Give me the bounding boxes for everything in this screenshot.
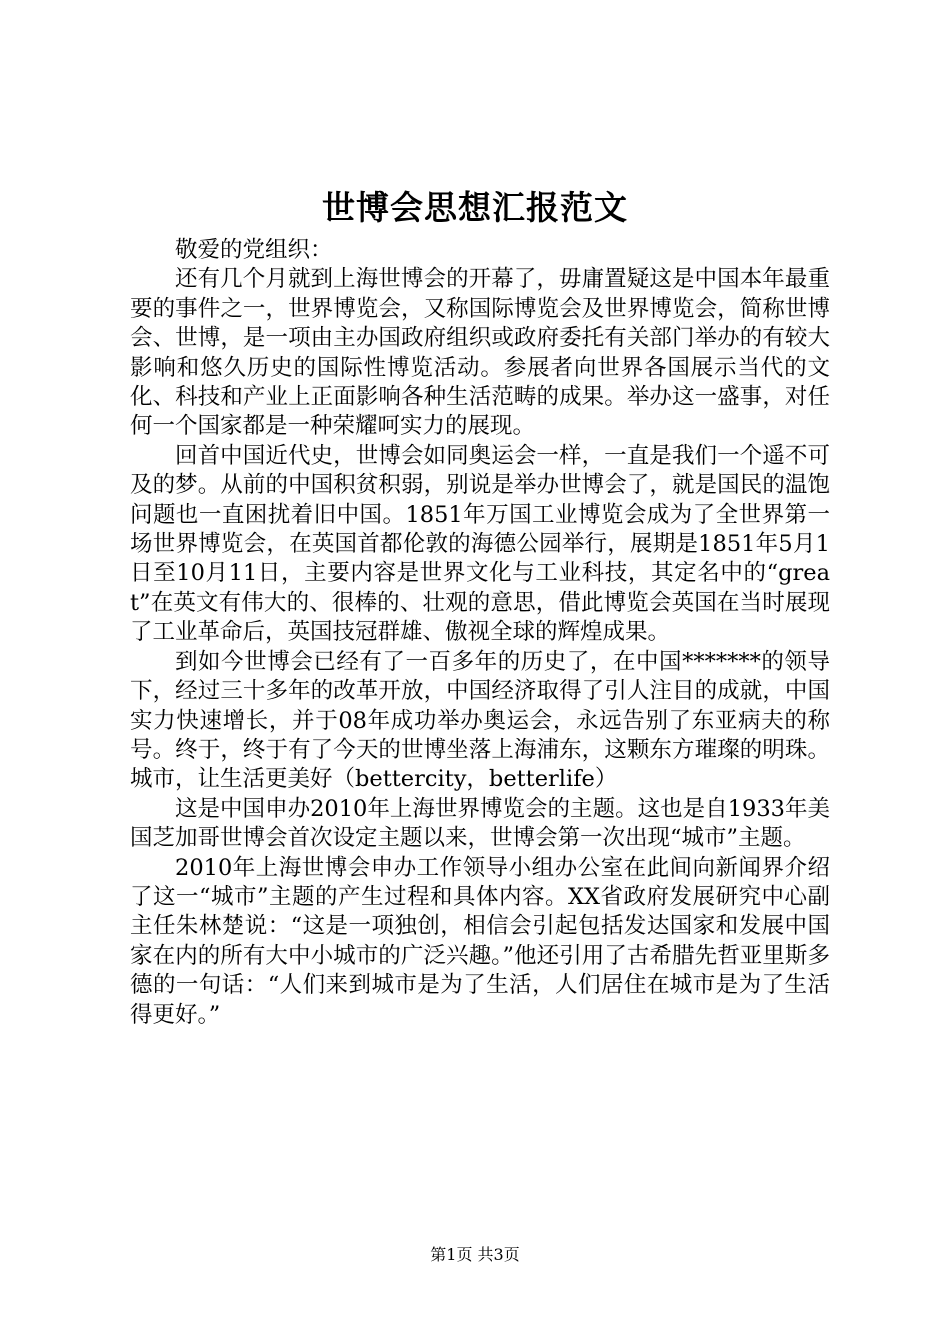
- document-title: 世博会思想汇报范文: [322, 188, 628, 227]
- paragraph-1: 还有几个月就到上海世博会的开幕了，毋庸置疑这是中国本年最重要的事件之一，世界博览会，又称国际博览会及世界博览会，简称世博会、世博，是一项由主办国政府组织或政府委托有关部门举办的有较大影响和悠久历史的国际性博览活动。参展者向世界各国展示当代的文化、科技和产业上正面影响各种生活范畴的成果。举办这一盛事，对任何一个国家都是一种荣耀呵实力的展现。: [130, 266, 830, 440]
- paragraph-2: 回首中国近代史，世博会如同奥运会一样，一直是我们一个遥不可及的梦。从前的中国积贫积弱，别说是举办世博会了，就是国民的温饱问题也一直困扰着旧中国。1851年万国工业博览会成为了全世界第一场世界博览会，在英国首都伦敦的海德公园举行，展期是1851年5月1日至10月11日，主要内容是世界文化与工业科技，其定名中的“great”在英文有伟大的、很棒的、壮观的意思，借此博览会英国在当时展现了工业革命后，英国技冠群雄、傲视全球的辉煌成果。: [130, 442, 830, 646]
- paragraph-4: 这是中国申办2010年上海世界博览会的主题。这也是自1933年美国芝加哥世博会首次设定主题以来，世博会第一次出现“城市”主题。: [130, 795, 830, 852]
- page-footer: 第1页 共3页: [430, 1245, 520, 1264]
- document-body: [130, 236, 830, 1030]
- paragraph-5: 2010年上海世博会申办工作领导小组办公室在此间向新闻界介绍了这一“城市”主题的产生过程和具体内容。XX省政府发展研究中心副主任朱林楚说：“这是一项独创，相信会引起包括发达国家和发展中国家在内的所有大中小城市的广泛兴趣。”他还引用了古希腊先哲亚里斯多德的一句话：“人们来到城市是为了生活，人们居住在城市是为了生活得更好。”: [130, 854, 830, 1028]
- paragraph-3: 到如今世博会已经有了一百多年的历史了，在中国*******的领导下，经过三十多年的改革开放，中国经济取得了引人注目的成就，中国实力快速增长，并于08年成功举办奥运会，永远告别了东亚病夫的称号。终于，终于有了今天的世博坐落上海浦东，这颗东方璀璨的明珠。城市，让生活更美好（bettercity，betterlife）: [130, 648, 830, 793]
- salutation: 敬爱的党组织：: [175, 237, 333, 263]
